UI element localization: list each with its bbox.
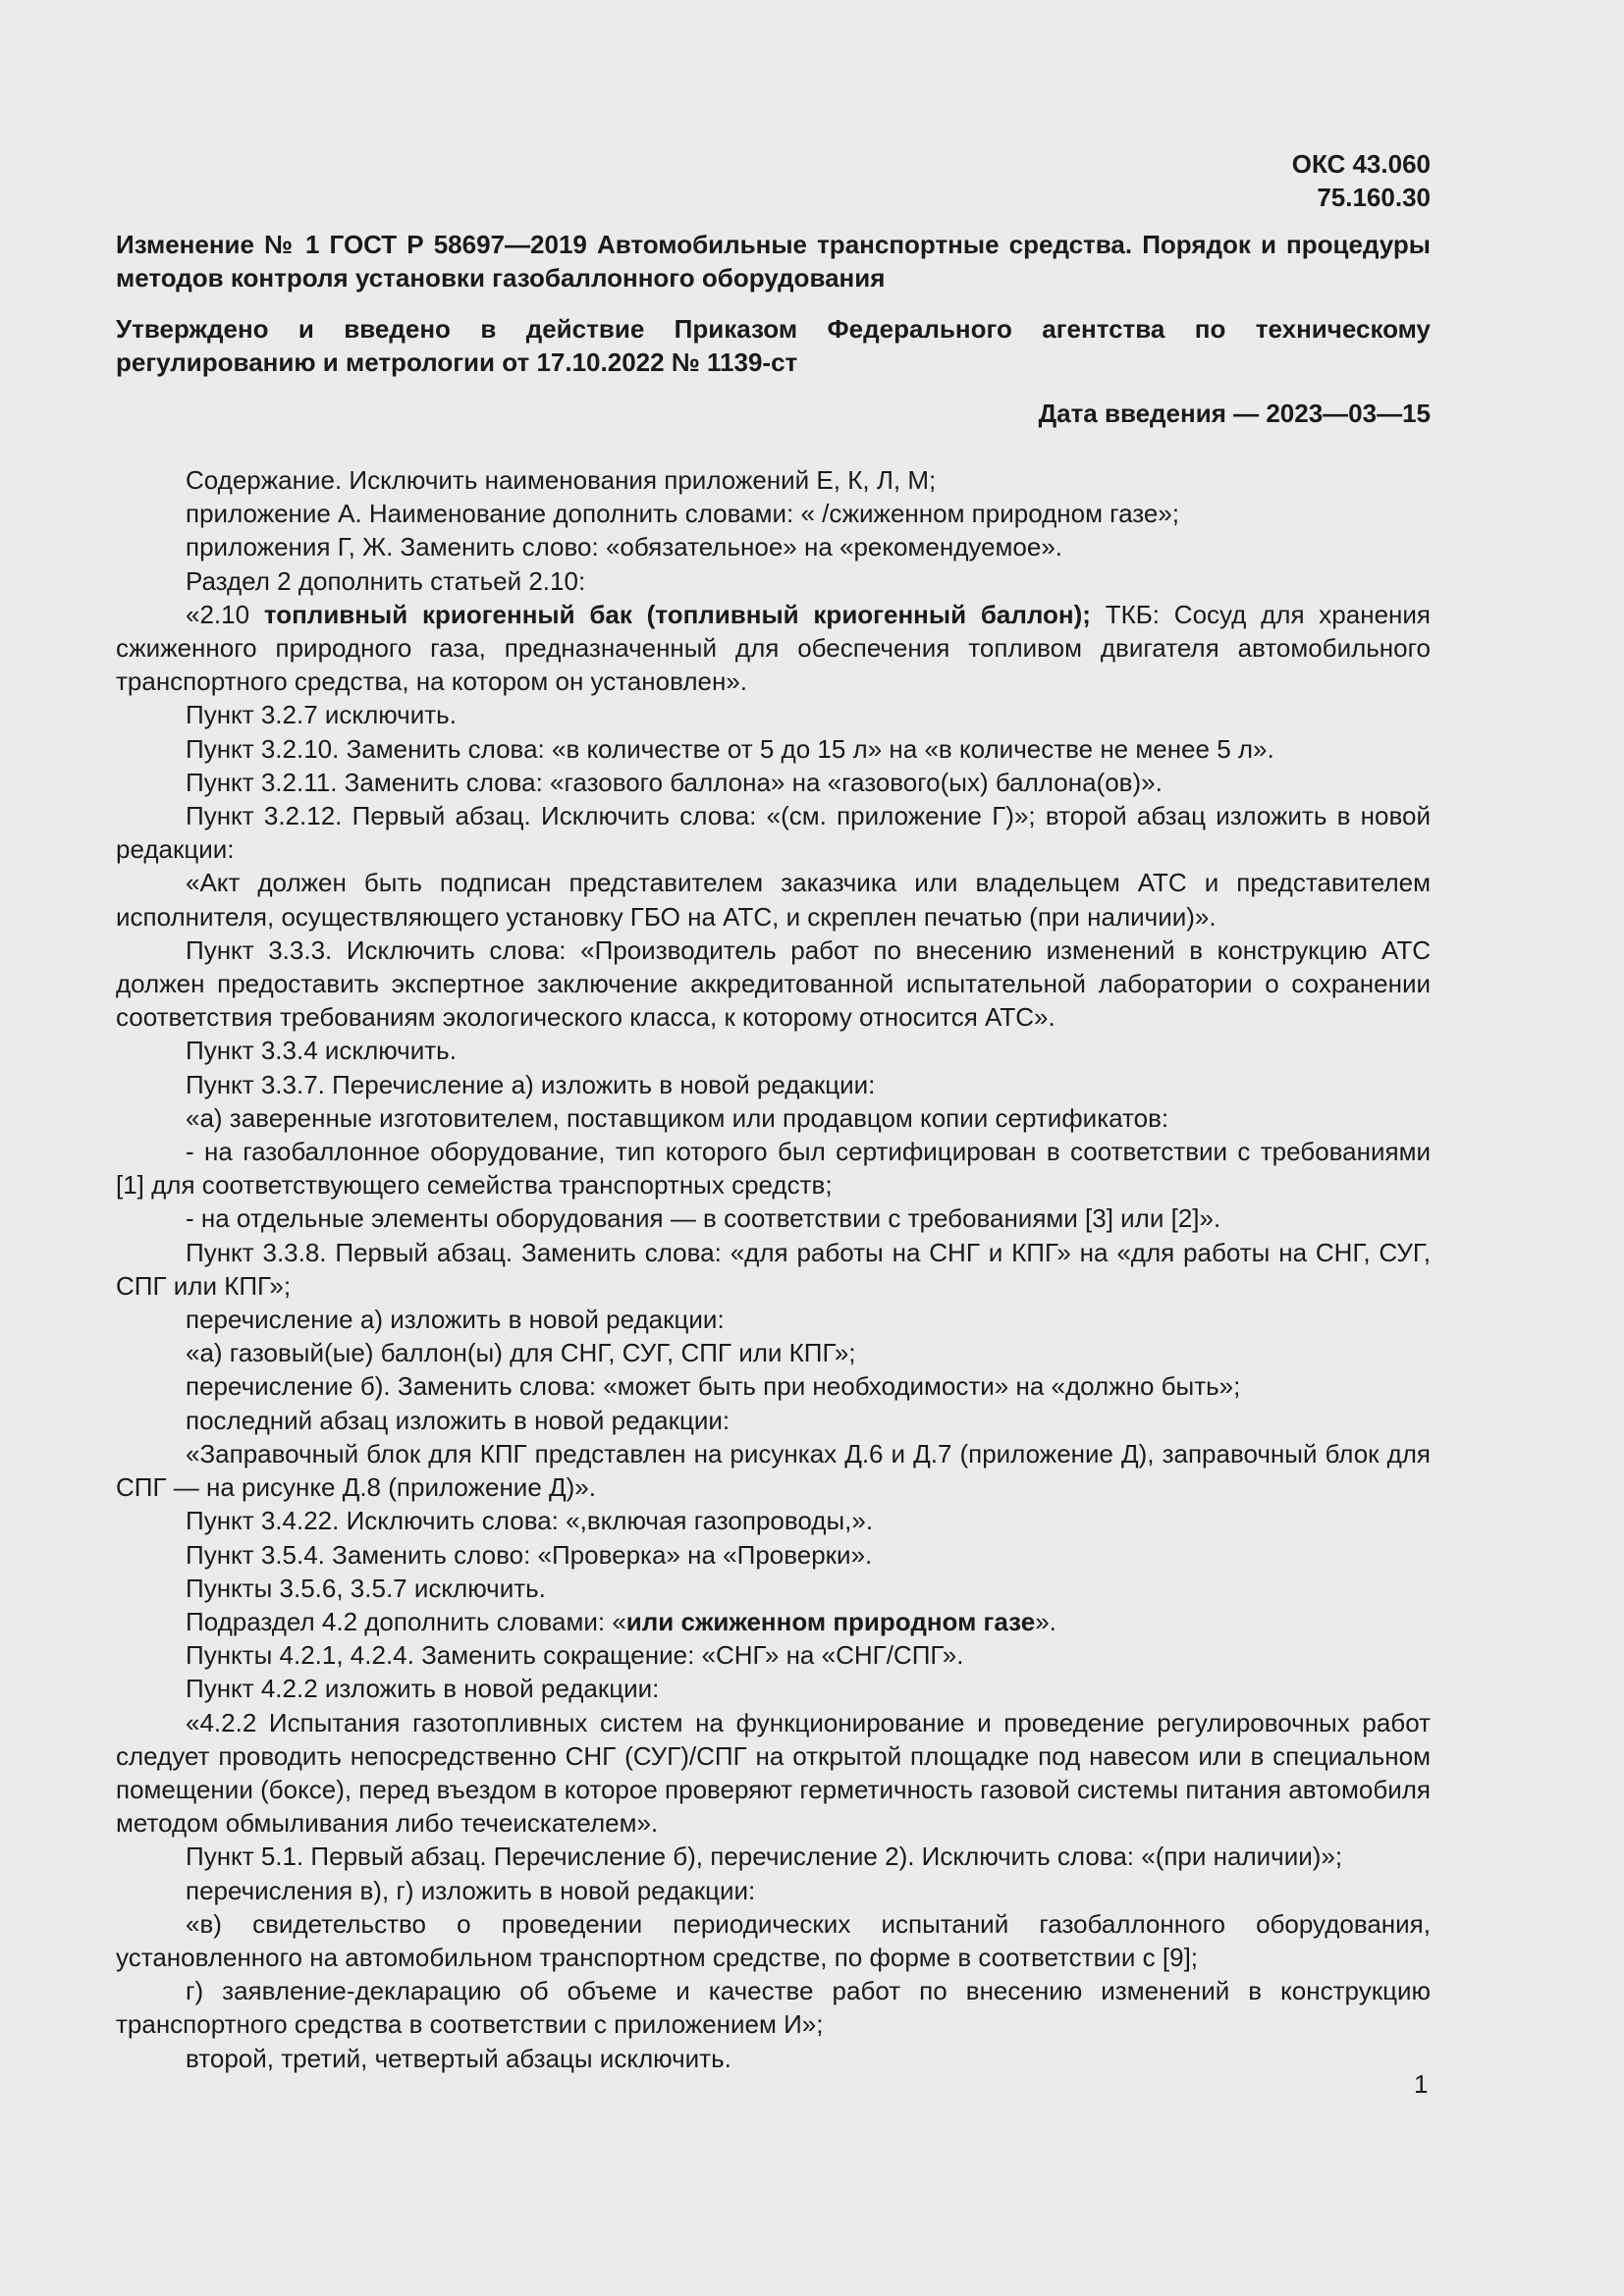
paragraph: Пункты 3.5.6, 3.5.7 исключить. — [186, 1573, 546, 1603]
paragraph: Пункт 3.2.11. Заменить слова: «газового баллона» на «газового(ых) баллона(ов)». — [186, 767, 1163, 797]
paragraph: Пункт 3.2.10. Заменить слова: «в количестве от 5 до 15 л» на «в количестве не менее 5 л». — [186, 733, 1274, 764]
added-words: или сжиженном природном газе — [625, 1606, 1036, 1636]
paragraph: «Акт должен быть подписан представителем заказчика или владельцем АТС и представителем исполнителя, осуществляющего установку ГБО на АТС, и скреплен печатью (при наличии)». — [116, 868, 1431, 932]
oks-code: ОКС 43.060 — [1291, 149, 1431, 179]
paragraph: Пункт 3.3.8. Первый абзац. Заменить слова: «для работы на СНГ и КПГ» на «для работы на СНГ, СУГ, СПГ или КПГ»; — [116, 1237, 1431, 1301]
paragraph: перечисления в), г) изложить в новой редакции: — [186, 1875, 756, 1905]
paragraph: «а) заверенные изготовителем, поставщиком или продавцом копии сертификатов: — [186, 1102, 1169, 1133]
paragraph: Пункт 3.2.7 исключить. — [186, 700, 457, 730]
paragraph: «а) газовый(ые) баллон(ы) для СНГ, СУГ, СПГ или КПГ»; — [186, 1338, 856, 1368]
document-title: Изменение № 1 ГОСТ Р 58697—2019 Автомобильные транспортные средства. Порядок и процедуры методов контроля установки газобаллонного оборудования — [116, 230, 1431, 293]
paragraph-definition — [116, 598, 1431, 699]
paragraph: Раздел 2 дополнить статьей 2.10: — [186, 565, 586, 596]
approval-statement: Утверждено и введено в действие Приказом Федерального агентства по техническому регулированию и метрологии от 17.10.2022 № 1139-ст — [116, 314, 1431, 377]
paragraph: Пункт 3.3.7. Перечисление а) изложить в новой редакции: — [186, 1069, 876, 1099]
paragraph: перечисление б). Заменить слова: «может быть при необходимости» на «должно быть»; — [186, 1371, 1241, 1402]
paragraph: г) заявление-декларацию об объеме и качестве работ по внесению изменений в конструкцию транспортного средства в соответствии с приложением И»; — [116, 1976, 1431, 2040]
document-body — [116, 463, 1431, 2075]
paragraph: Пункт 3.2.12. Первый абзац. Исключить слова: «(см. приложение Г)»; второй абзац изложить в новой редакции: — [116, 801, 1431, 865]
paragraph: Содержание. Исключить наименования приложений Е, К, Л, М; — [186, 465, 937, 495]
document-page — [116, 147, 1431, 2075]
page-number: 1 — [1414, 2069, 1429, 2099]
paragraph: Пункты 4.2.1, 4.2.4. Заменить сокращение: «СНГ» на «СНГ/СПГ». — [186, 1640, 964, 1671]
defined-term: топливный криогенный бак (топливный криогенный баллон); — [263, 599, 1091, 629]
paragraph-addition — [116, 1605, 1431, 1638]
text-span: «2.10 — [186, 599, 264, 629]
paragraph: «в) свидетельство о проведении периодических испытаний газобаллонного оборудования, установленного на автомобильном транспортном средстве, по форме в соответствии с [9]; — [116, 1908, 1431, 1972]
paragraph: «Заправочный блок для КПГ представлен на рисунках Д.6 и Д.7 (приложение Д), заправочный блок для СПГ — на рисунке Д.8 (приложение Д)». — [116, 1438, 1431, 1503]
paragraph: последний абзац изложить в новой редакции: — [186, 1405, 731, 1435]
paragraph: Пункт 3.3.4 исключить. — [186, 1036, 457, 1066]
text-span: ». — [1035, 1606, 1056, 1636]
paragraph: Пункт 3.4.22. Исключить слова: «,включая газопроводы,». — [186, 1506, 874, 1536]
paragraph: перечисление а) изложить в новой редакции: — [186, 1305, 725, 1335]
paragraph: приложение А. Наименование дополнить словами: « /сжиженном природном газе»; — [186, 499, 1180, 529]
introduction-date: Дата введения — 2023—03—15 — [1038, 399, 1431, 428]
paragraph: второй, третий, четвертый абзацы исключить. — [186, 2043, 731, 2073]
paragraph: «4.2.2 Испытания газотопливных систем на функционирование и проведение регулировочных работ следует проводить непосредственно СНГ (СУГ)/СПГ на открытой площадке под навесом или в специальном помещении (боксе), перед въездом в которое проверяют герметичность газовой системы питания автомобиля методом обмыливания либо течеискателем». — [116, 1707, 1432, 1839]
paragraph: приложения Г, Ж. Заменить слово: «обязательное» на «рекомендуемое». — [186, 532, 1063, 562]
paragraph: Пункт 4.2.2 изложить в новой редакции: — [186, 1674, 660, 1704]
text-span: ТКБ: Сосуд для хранения сжиженного природного газа, предназначенный для обеспечения топливом двигателя автомобильного транспортного средства, на котором он установлен». — [116, 599, 1431, 697]
text-span: Подраздел 4.2 дополнить словами: « — [186, 1606, 626, 1636]
oks-subcode: 75.160.30 — [1317, 183, 1431, 212]
paragraph: Пункт 5.1. Первый абзац. Перечисление б), перечисление 2). Исключить слова: «(при наличии)»; — [186, 1842, 1343, 1872]
paragraph: Пункт 3.3.3. Исключить слова: «Производитель работ по внесению изменений в конструкцию АТС должен предоставить экспертное заключение аккредитованной испытательной лаборатории о сохранении соответствия требованиям экологического класса, к которому относится АТС». — [116, 934, 1431, 1033]
classification-codes — [116, 147, 1431, 214]
paragraph: Пункт 3.5.4. Заменить слово: «Проверка» на «Проверки». — [186, 1539, 873, 1570]
paragraph: - на газобаллонное оборудование, тип которого был сертифицирован в соответствии с требованиями [1] для соответствующего семейства транспортных средств; — [116, 1137, 1431, 1201]
paragraph: - на отдельные элементы оборудования — в соответствии с требованиями [3] или [2]». — [186, 1203, 1221, 1234]
